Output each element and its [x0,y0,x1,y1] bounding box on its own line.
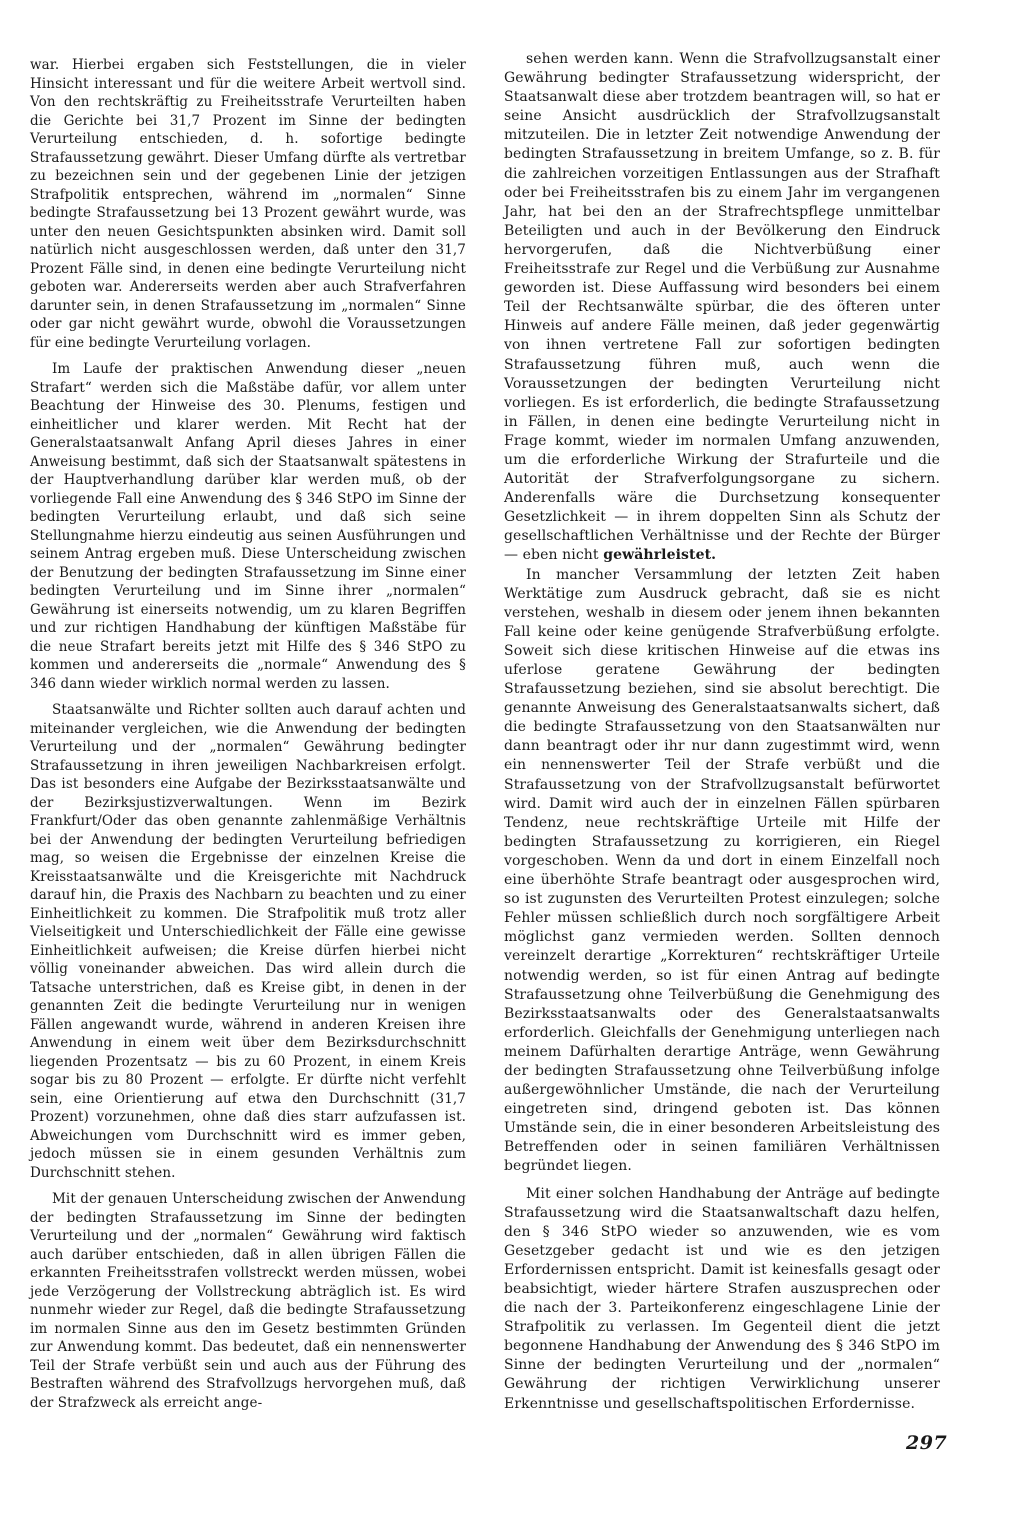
right-column [504,50,940,1414]
paragraph: In mancher Versammlung der letzten Zeit haben Werktätige zum Ausdruck gebracht, daß sie es nicht verstehen, weshalb in diesem oder jenem ihnen bekannten Fall keine oder keine genügende Strafverbüßung erfolgte. Soweit sich diese kritischen Hinweise auf die etwas ins uferlose geratene Gewährung der bedingten Strafaussetzung beziehen, sind sie absolut berechtigt. Die genannte Anweisung des Generalstaatsanwalts sichert, daß die bedingte Strafaussetzung von den Staatsanwälten nur dann beantragt oder ihr nur dann zugestimmt wird, wenn ein nennenswerter Teil der Strafe verbüßt und die Strafaussetzung von der Strafvollzugsanstalt befürwortet wird. Damit wird auch der in einzelnen Fällen spürbaren Tendenz, neue rechtskräftige Urteile mit Hilfe der bedingten Strafaussetzung zu korrigieren, ein Riegel vorgeschoben. Wenn da und dort in einem Einzelfall noch eine überhöhte Strafe beantragt oder ausgesprochen wird, so ist zugunsten des Verurteilten Protest einzulegen; solche Fehler müssen schließlich durch noch sorgfältigere Arbeit möglichst ganz vermieden werden. Sollten dennoch vereinzelt derartige „Korrekturen“ rechtskräftiger Urteile notwendig werden, so ist für einen Antrag auf bedingte Strafaussetzung ohne Teilverbüßung die Genehmigung des Bezirksstaatsanwalts oder des Generalstaatsanwalts erforderlich. Gleichfalls der Genehmigung unterliegen nach meinem Dafürhalten derartige Anträge, wenn Gewährung der bedingten Strafaussetzung ohne Teilverbüßung infolge außergewöhnlicher Umstände, die nach der Verurteilung eingetreten sind, dringend geboten ist. Das können Umstände sein, die in einer besonderen Arbeitsleistung des Betreffenden oder in seinen familiären Verhältnissen begründet liegen. [504,566,940,1175]
paragraph: Im Laufe der praktischen Anwendung dieser „neuen Strafart“ werden sich die Maßstäbe dafür, vor allem unter Beachtung der Hinweise des 30. Plenums, festigen und einheitlicher und klarer werden. Mit Recht hat der Generalstaatsanwalt Anfang April dieses Jahres in einer Anweisung bestimmt, daß sich der Staatsanwalt spätestens in der Hauptverhandlung darüber klar werden muß, ob der vorliegende Fall eine Anwendung des § 346 StPO im Sinne der bedingten Verurteilung erlaubt, und daß sich seine Stellungnahme hierzu eindeutig aus seinen Ausführungen und seinem Antrag ergeben muß. Diese Unterscheidung zwischen der Benutzung der bedingten Strafaussetzung im Sinne einer bedingten Verurteilung und im Sinne ihrer „normalen“ Gewährung ist einerseits notwendig, um zu klaren Begriffen und zur richtigen Handhabung der künftigen Maßstäbe für die neue Strafart bereits jetzt mit Hilfe des § 346 StPO zu kommen und andererseits die „normale“ Anwendung des § 346 dann wieder wirklich normal werden zu lassen. [30,361,466,692]
paragraph: war. Hierbei ergaben sich Feststellungen, die in vieler Hinsicht interessant und für die weitere Arbeit wertvoll sind. Von den rechtskräftig zu Freiheitsstrafe Verurteilten haben die Gerichte bei 31,7 Prozent im Sinne der bedingten Verurteilung entschieden, d. h. sofortige bedingte Strafaussetzung gewährt. Dieser Umfang dürfte als vertretbar zu bezeichnen sein und der gegebenen Linie der jetzigen Strafpolitik entsprechen, während im „normalen“ Sinne bedingte Strafaussetzung bei 13 Prozent gewährt wurde, was unter den neuen Gesichtspunkten absinken wird. Damit soll natürlich nicht ausgeschlossen werden, daß unter den 31,7 Prozent Fälle sind, in denen eine bedingte Verurteilung nicht geboten war. Andererseits werden aber auch Strafverfahren darunter sein, in denen Strafaussetzung im „normalen“ Sinne oder gar nicht gewährt wurde, obwohl die Voraussetzungen für eine bedingte Verurteilung vorlagen. [30,57,466,351]
page-number: 297 [906,1432,948,1454]
paragraph: Mit einer solchen Handhabung der Anträge auf bedingte Strafaussetzung wird die Staatsanwaltschaft dazu helfen, den § 346 StPO wieder so anzuwenden, wie es vom Gesetzgeber gedacht ist und wie es den jetzigen Erfordernissen entspricht. Damit ist keinesfalls gesagt oder beabsichtigt, wieder härtere Strafen auszusprechen oder die nach der 3. Parteikonferenz eingeschlagene Linie der Strafpolitik zu verlassen. Im Gegenteil dient die jetzt begonnene Handhabung der Anwendung des § 346 StPO im Sinne der bedingten Verurteilung und der „normalen“ Gewährung der richtigen Verwirklichung unserer Erkenntnisse und gesellschaftspolitischen Erfordernisse. [504,1185,940,1412]
paragraph: Mit der genauen Unterscheidung zwischen der Anwendung der bedingten Strafaussetzung im Sinne der bedingten Verurteilung und der „normalen“ Gewährung wird faktisch auch darüber entschieden, daß in allen übrigen Fällen die erkannten Freiheitsstrafen vollstreckt werden müssen, wobei jede Verzögerung der Vollstreckung abträglich ist. Es wird nunmehr wieder zur Regel, daß die bedingte Strafaussetzung im normalen Sinne aus den im Gesetz bestimmten Gründen zur Anwendung kommt. Das bedeutet, daß ein nennenswerter Teil der Strafe verbüßt sein und auch aus der Führung des Bestraften während des Strafvollzugs hervorgehen muß, daß der Strafzweck als erreicht ange- [30,1191,466,1411]
paragraph-text: sehen werden kann. Wenn die Strafvollzugsanstalt einer Gewährung bedingter Strafaussetzung widerspricht, der Staatsanwalt diese aber trotzdem beantragen will, so hat er seine Ansicht ausdrücklich der Strafvollzugsanstalt mitzuteilen. Die in letzter Zeit notwendige Anwendung der bedingten Strafaussetzung in breitem Umfange, so z. B. für die zahlreichen vorzeitigen Entlassungen aus der Strafhaft oder bei Freiheitsstrafen bis zu einem Jahr im vergangenen Jahr, hat bei den an der Strafrechtspflege unmittelbar Beteiligten und auch in der Bevölkerung den Eindruck hervorgerufen, daß die Nichtverbüßung einer Freiheitsstrafe zur Regel und die Verbüßung zur Ausnahme geworden ist. Diese Auffassung wird besonders bei einem Teil der Rechtsanwälte spürbar, die des öfteren unter Hinweis auf andere Fälle meinen, daß jeder gegenwärtig von ihnen vertretene Fall zur sofortigen bedingten Strafaussetzung führen muß, auch wenn die Voraussetzungen der bedingten Verurteilung nicht vorliegen. Es ist erforderlich, die bedingte Strafaussetzung in Fällen, in denen eine bedingte Verurteilung nicht in Frage kommt, wieder im normalen Umfang anzuwenden, um die erforderliche Wirkung der Strafurteile und die Autorität der Strafverfolgungsorgane zu sichern. Anderenfalls wäre die Durchsetzung konsequenter Gesetzlichkeit — in ihrem doppelten Sinn als Schutz der gesellschaftlichen Verhältnisse und der Rechte der Bürger — eben nicht [504,51,940,564]
left-column [30,56,466,1412]
paragraph: Staatsanwälte und Richter sollten auch darauf achten und miteinander vergleichen, wie die Anwendung der bedingten Verurteilung und der „normalen“ Gewährung bedingter Strafaussetzung in ihren jeweiligen Nachbarkreisen erfolgt. Das ist besonders eine Aufgabe der Bezirksstaatsanwälte und der Bezirksjustizverwaltungen. Wenn im Bezirk Frankfurt/Oder das oben genannte zahlenmäßige Verhältnis bei der Anwendung der bedingten Verurteilung befriedigen mag, so weisen die Ergebnisse der einzelnen Kreise die Kreisstaatsanwälte und die Kreisgerichte mit Nachdruck darauf hin, die Praxis des Nachbarn zu beachten und zu einer Einheitlichkeit zu kommen. Die Strafpolitik muß trotz aller Vielseitigkeit und Unterschiedlichkeit der Fälle eine gewisse Einheitlichkeit aufweisen; die Kreise dürfen hierbei nicht völlig voneinander abweichen. Das wird allein durch die Tatsache unterstrichen, daß es Kreise gibt, in denen in der genannten Zeit die bedingte Verurteilung nur in wenigen Fällen angewandt wurde, während in anderen Kreisen ihre Anwendung in einem weit über dem Bezirksdurchschnitt liegenden Prozentsatz — bis zu 60 Prozent, in einem Kreis sogar bis zu 80 Prozent — erfolgte. Er dürfte nicht verfehlt sein, eine Orientierung auf etwa den Durchschnitt (31,7 Prozent) vorzunehmen, ohne daß dies starr aufzufassen ist. Abweichungen vom Durchschnitt wird es immer geben, jedoch müssen sie in einem gesunden Verhältnis zum Durchschnitt stehen. [30,702,466,1181]
paragraph [504,50,940,566]
emphasized-word: gewährleistet. [603,547,717,564]
